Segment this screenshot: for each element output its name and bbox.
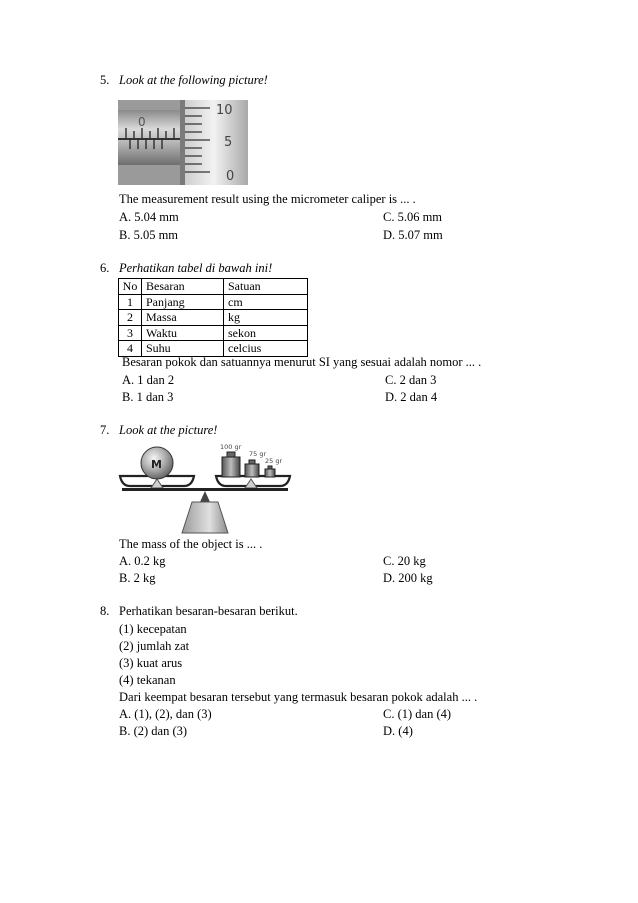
table-row <box>119 294 308 310</box>
option-a: A. 5.04 mm <box>119 210 179 224</box>
option-d: D. 200 kg <box>383 571 433 585</box>
option-a: A. (1), (2), dan (3) <box>119 707 212 721</box>
table-row <box>119 341 308 357</box>
weight-label: 75 gr <box>249 450 267 458</box>
table-header-cell: Besaran <box>142 279 224 295</box>
weight-label: 25 gr <box>265 457 283 465</box>
question-stem: Dari keempat besaran tersebut yang termasuk besaran pokok adalah ... . <box>119 690 478 704</box>
mass-label: M <box>151 458 162 471</box>
option-c: C. (1) dan (4) <box>383 707 452 721</box>
table-row <box>119 310 308 326</box>
option-a: A. 0.2 kg <box>119 554 166 568</box>
option-c: C. 20 kg <box>383 554 426 568</box>
table-cell: Panjang <box>142 294 224 310</box>
option-a: A. 1 dan 2 <box>122 373 175 387</box>
table-header-row <box>119 279 308 295</box>
question-number: 5. <box>100 73 110 87</box>
table-cell: kg <box>224 310 308 326</box>
list-item: (3) kuat arus <box>119 656 183 670</box>
table-cell: cm <box>224 294 308 310</box>
micrometer-scale-zero-mark: 0 <box>138 115 146 129</box>
option-d: D. 2 dan 4 <box>385 390 438 404</box>
table-cell: 2 <box>119 310 142 326</box>
option-d: D. 5.07 mm <box>383 228 443 242</box>
question-number: 8. <box>100 604 110 618</box>
option-b: B. 1 dan 3 <box>122 390 174 404</box>
list-item: (4) tekanan <box>119 673 176 687</box>
option-c: C. 2 dan 3 <box>385 373 437 387</box>
option-c: C. 5.06 mm <box>383 210 443 224</box>
table-cell: sekon <box>224 325 308 341</box>
question-number: 6. <box>100 261 110 275</box>
table-cell: Suhu <box>142 341 224 357</box>
table-header-cell: Satuan <box>224 279 308 295</box>
balance-scale-image <box>118 440 298 535</box>
weight-label: 100 gr <box>220 443 242 451</box>
question-prompt: Perhatikan besaran-besaran berikut. <box>119 604 298 618</box>
question-prompt: Look at the following picture! <box>119 73 268 87</box>
table-cell: Waktu <box>142 325 224 341</box>
table-cell: 4 <box>119 341 142 357</box>
table-cell: 3 <box>119 325 142 341</box>
table-cell: celcius <box>224 341 308 357</box>
table-cell: 1 <box>119 294 142 310</box>
micrometer-thimble-label: 0 <box>226 169 235 184</box>
micrometer-thimble-label: 5 <box>224 135 233 150</box>
table-cell: Massa <box>142 310 224 326</box>
micrometer-thimble-label: 10 <box>216 103 233 118</box>
table-row <box>119 325 308 341</box>
list-item: (2) jumlah zat <box>119 639 190 653</box>
question-prompt: Perhatikan tabel di bawah ini! <box>119 261 273 275</box>
option-b: B. 5.05 mm <box>119 228 179 242</box>
micrometer-image <box>118 100 248 185</box>
option-b: B. 2 kg <box>119 571 156 585</box>
question-stem: The mass of the object is ... . <box>119 537 263 551</box>
option-b: B. (2) dan (3) <box>119 724 188 738</box>
question-prompt: Look at the picture! <box>119 423 218 437</box>
question-stem: The measurement result using the micrometer caliper is ... . <box>119 192 416 206</box>
table-header-cell: No <box>119 279 142 295</box>
question-stem: Besaran pokok dan satuannya menurut SI yang sesuai adalah nomor ... . <box>122 355 482 369</box>
besaran-table <box>118 278 308 357</box>
list-item: (1) kecepatan <box>119 622 187 636</box>
option-d: D. (4) <box>383 724 413 738</box>
question-number: 7. <box>100 423 110 437</box>
